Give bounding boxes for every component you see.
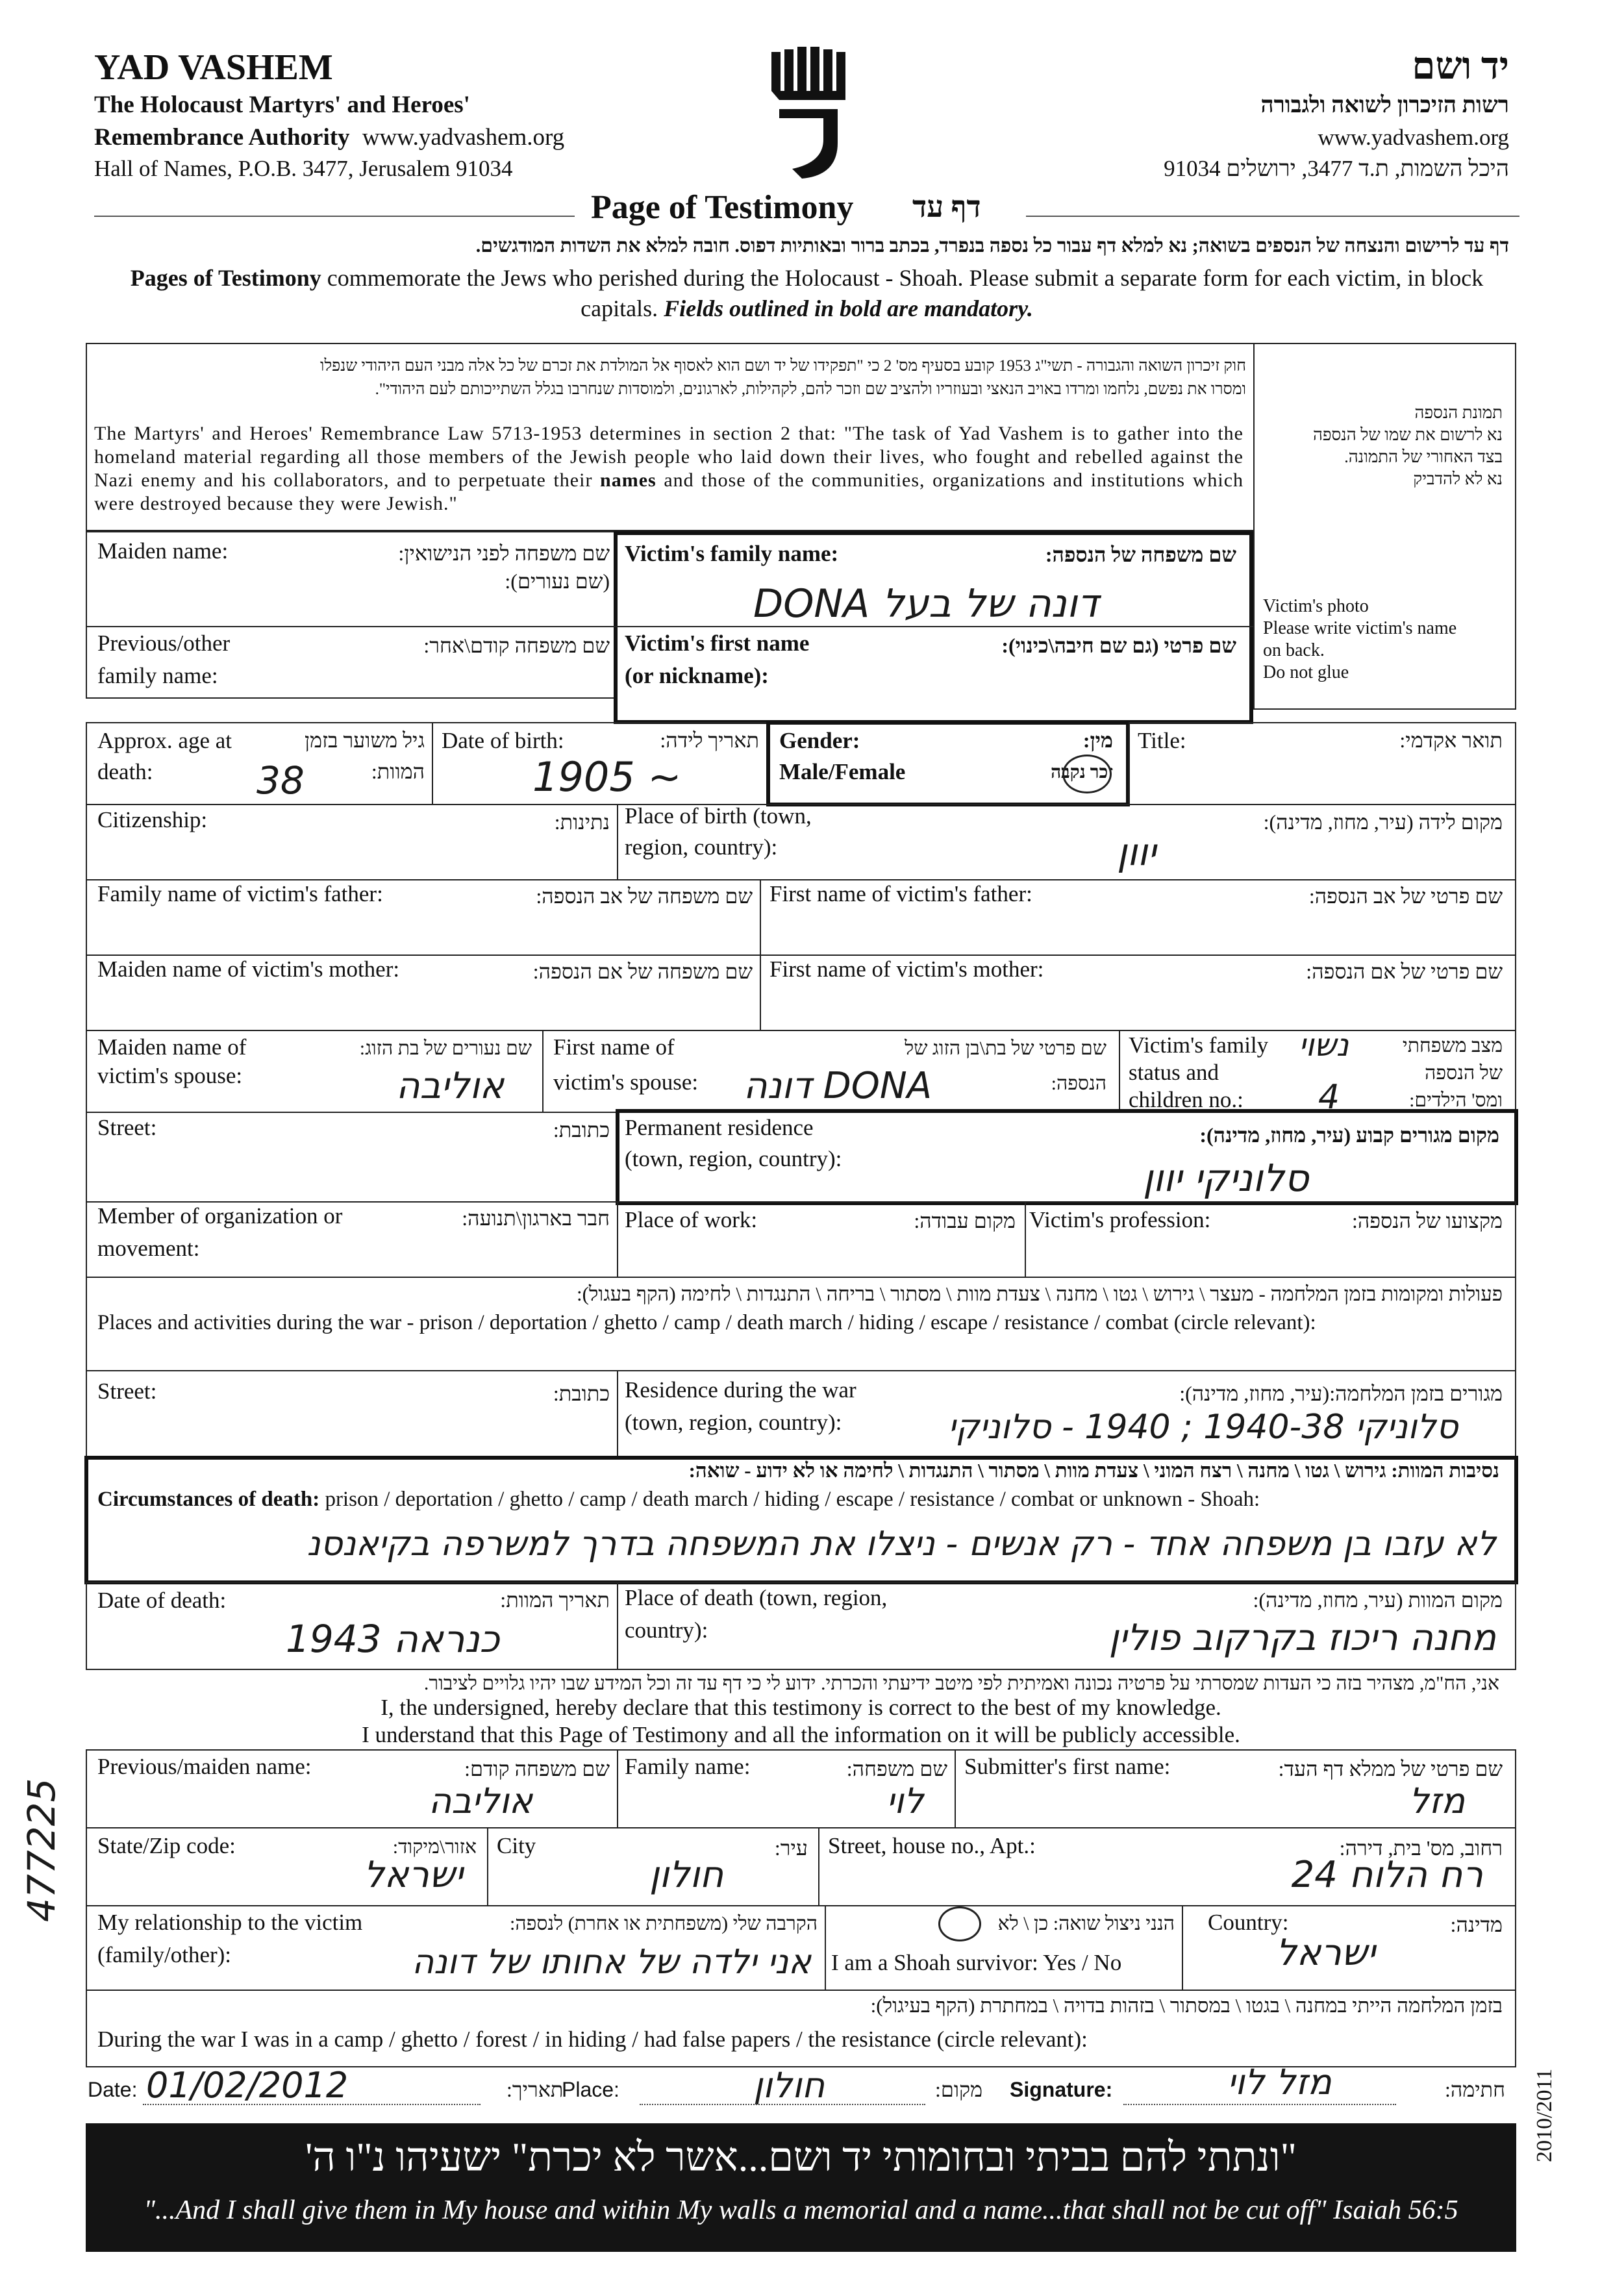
- sub-relation-value[interactable]: אני ילדה של אחותו של דונה: [412, 1943, 811, 1982]
- intro-hebrew: דף עד לרישום והנצחה של הנספים בשואה; נא למלא דף עבור כל נספה בנפרד, בכתב ברור ובאותיות דפוס. חובה למלא את השדות המודגשים.: [475, 235, 1509, 256]
- title-rule-right: [1026, 216, 1519, 217]
- death-place-value[interactable]: מחנה ריכוז בקרקוב פולין: [1108, 1617, 1496, 1659]
- law-english: [94, 422, 1244, 516]
- date-value[interactable]: 01/02/2012: [146, 2065, 349, 2106]
- sub-country-label: Country:: [1208, 1910, 1289, 1935]
- birth-place-value[interactable]: יוון: [1117, 830, 1156, 874]
- gender-label-2: Male/Female: [779, 759, 906, 784]
- family-status-label: Victim's family: [1129, 1032, 1269, 1058]
- sub-prev-heb: שם משפחה קודם:: [464, 1757, 610, 1780]
- street-heb: כתובת:: [553, 1118, 610, 1142]
- citizenship-label: Citizenship:: [97, 807, 208, 832]
- father-first-label: First name of victim's father:: [769, 881, 1032, 906]
- mother-first-label: First name of victim's mother:: [769, 956, 1044, 982]
- photo-heb-2: נא לרשום את שמו של הנספה: [1312, 425, 1503, 444]
- perm-res-value[interactable]: סלוניקי יוון: [1143, 1156, 1309, 1200]
- declaration-en-1: I, the undersigned, hereby declare that this testimony is correct to the best of my knowledge.: [381, 1695, 1221, 1720]
- father-family-label: Family name of victim's father:: [97, 881, 383, 906]
- father-family-heb: שם משפחה של אב הנספה:: [536, 884, 753, 908]
- declaration-en-2: I understand that this Page of Testimony and all the information on it will be publicly accessible.: [362, 1722, 1240, 1747]
- spouse-maiden-value[interactable]: אוליבה: [396, 1065, 505, 1107]
- law-names: names: [600, 469, 656, 491]
- spouse-first-heb-2: הנספה:: [1051, 1073, 1106, 1094]
- father-first-heb: שם פרטי של אב הנספה:: [1308, 884, 1503, 908]
- family-name-heb: שם משפחה של הנספה:: [1045, 543, 1236, 566]
- sub-street-heb: רחוב, מס' בית, דירה:: [1339, 1836, 1503, 1860]
- perm-res-label-2: (town, region, country):: [625, 1146, 842, 1171]
- family-name-label: Victim's family name:: [625, 541, 839, 566]
- sub-zip-heb: אזור\מיקוד:: [392, 1836, 477, 1858]
- mother-maiden-heb: שם משפחה של אם הנספה:: [532, 960, 753, 983]
- sub-family-heb: שם משפחה:: [846, 1757, 947, 1780]
- sub-street-value[interactable]: רח הלוח 24: [1291, 1854, 1483, 1896]
- sub-zip-label: State/Zip code:: [97, 1833, 236, 1858]
- sub-family-label: Family name:: [625, 1754, 751, 1779]
- date-line: [143, 2104, 481, 2105]
- age-heb-2: המוות:: [371, 760, 425, 783]
- family-name-value[interactable]: DONA דונה של בעל: [753, 581, 1099, 627]
- family-status-heb-2: של הנספה: [1425, 1062, 1503, 1084]
- org-subtitle-1: The Holocaust Martyrs' and Heroes': [94, 92, 470, 118]
- death-date-heb: תאריך המוות:: [500, 1588, 610, 1612]
- law-hebrew-2: ומסרו את נפשם, נלחמו ומרדו באויב הנאצי ובעוזריו ולהציב שם וזכר להם, לקהילות, לארגונים, ולמוסדות שנחרבו בגלל השתייכותם לעם היהודי".: [375, 381, 1246, 398]
- gender-circle-mark: [1062, 755, 1112, 793]
- intro-english: [94, 263, 1519, 324]
- name-divider: [614, 626, 1253, 627]
- perm-res-heb: מקום מגורים קבוע (עיר, מחוז, מדינה):: [1199, 1123, 1499, 1147]
- death-circ-value[interactable]: לא עזבו בן משפחה אחד - רק אנשים - ניצלו את המשפחה בדרך למשרפה בקיאנסנ: [306, 1525, 1496, 1564]
- stamp-number: 477225: [19, 1778, 64, 1922]
- spouse-maiden-label: Maiden name of: [97, 1034, 247, 1060]
- law-text: The Martyrs' and Heroes' Remembrance Law 5713-1953 determines in section 2 that: "The task of Yad Vashem is to gather into the homeland material regarding all those members of the Jewish people who laid down their lives, who fought and rebelled against the Nazi enemy and his collaborators, and to perpetuate their: [94, 423, 1244, 491]
- banner-hebrew: "ונתתי להם בביתי ובחומותי יד ושם...אשר לא יכרת" ישעיהו נ"ו ה': [305, 2136, 1297, 2180]
- street-label: Street:: [97, 1115, 157, 1140]
- work-place-label: Place of work:: [625, 1207, 758, 1232]
- dob-value[interactable]: 1905 ~: [532, 753, 682, 801]
- age-label-2: death:: [97, 759, 153, 784]
- photo-heb-3: בצד האחורי של התמונה.: [1344, 447, 1503, 466]
- first-name-label-2: (or nickname):: [625, 663, 769, 688]
- heb-website: www.yadvashem.org: [1318, 125, 1509, 150]
- photo-en-4: Do not glue: [1263, 662, 1349, 682]
- photo-heb-4: נא לא להדביק: [1413, 469, 1503, 488]
- photo-en-2: Please write victim's name: [1263, 618, 1457, 638]
- prev-family-heb: שם משפחה קודם\אחר:: [423, 634, 610, 657]
- age-heb: גיל משוער בזמן: [304, 729, 425, 752]
- war-street-cell[interactable]: [86, 1370, 618, 1458]
- age-value[interactable]: 38: [256, 758, 305, 803]
- death-place-heb: מקום המוות (עיר, מחוז, מדינה):: [1253, 1588, 1503, 1612]
- photo-en-3: on back.: [1263, 640, 1325, 660]
- place-value[interactable]: חולון: [753, 2065, 825, 2106]
- sub-war-place-label: During the war I was in a camp / ghetto / forest / in hiding / had false papers / the resistance (circle relevant):: [97, 2027, 1088, 2052]
- birth-place-heb: מקום לידה (עיר, מחוז, מדינה):: [1263, 810, 1503, 834]
- sub-relation-label-2: (family/other):: [97, 1942, 232, 1967]
- spouse-maiden-label-2: victim's spouse:: [97, 1063, 243, 1088]
- law-text-end: and those of the communities, organizations and institutions which were destroyed because they were Jewish.": [94, 469, 1244, 514]
- place-heb: מקום:: [935, 2078, 983, 2101]
- heb-org-subtitle: רשות הזיכרון לשואה ולגבורה: [1260, 92, 1509, 118]
- signature-line: [1123, 2104, 1396, 2105]
- org-name: YAD VASHEM: [94, 47, 333, 88]
- sub-country-heb: מדינה:: [1450, 1913, 1503, 1936]
- sub-relation-label: My relationship to the victim: [97, 1910, 363, 1935]
- title-label: Title:: [1138, 728, 1186, 753]
- sub-survivor-heb: הנני ניצול שואה: כן \ לא: [997, 1913, 1175, 1934]
- signature-heb: חתימה:: [1445, 2078, 1506, 2101]
- intro-bold: Pages of Testimony: [130, 265, 321, 291]
- sub-family-value[interactable]: לוי: [886, 1780, 924, 1821]
- maiden-name-heb-2: (שם נעורים):: [505, 569, 610, 593]
- spouse-maiden-heb: שם נעורים של בת הזוג:: [359, 1038, 532, 1059]
- perm-res-label: Permanent residence: [625, 1115, 814, 1140]
- war-res-label: Residence during the war: [625, 1377, 856, 1403]
- signature-value[interactable]: מזל לוי: [1227, 2062, 1332, 2103]
- spouse-first-value[interactable]: דונה DONA: [744, 1065, 932, 1107]
- page-title-heb: דף עד: [912, 190, 981, 223]
- profession-heb: מקצועו של הנספה:: [1351, 1209, 1503, 1232]
- sub-survivor-label: I am a Shoah survivor: Yes / No: [831, 1950, 1122, 1975]
- death-place-label-2: country):: [625, 1617, 708, 1643]
- death-date-value[interactable]: 1943 כנראה: [286, 1617, 500, 1661]
- sub-city-value[interactable]: חולון: [649, 1854, 724, 1896]
- death-circ-label: [97, 1487, 1260, 1513]
- gender-heb: מין:: [1082, 729, 1113, 752]
- spouse-first-heb: שם פרטי של בת\בן הזוג של: [905, 1038, 1106, 1059]
- maiden-name-heb: שם משפחה לפני הנישואין:: [398, 542, 610, 565]
- org-authority: Remembrance Authority: [94, 124, 350, 151]
- prev-family-label: Previous/other: [97, 630, 231, 656]
- dob-heb: תאריך לידה:: [660, 729, 759, 752]
- title-rule-left: [94, 216, 575, 217]
- sub-war-place-heb: בזמן המלחמה הייתי במחנה \ בגטו \ במסתור \ בזהות בדויה \ במחתרת (הקף בעיגול):: [870, 1994, 1503, 2017]
- intro-mandatory: Fields outlined in bold are mandatory.: [664, 295, 1033, 321]
- death-circ-label-bold: Circumstances of death:: [97, 1488, 320, 1511]
- war-res-label-2: (town, region, country):: [625, 1410, 842, 1435]
- intro-text: commemorate the Jews who perished during the Holocaust - Shoah. Please submit a separate form for each victim, in block capitals.: [321, 265, 1484, 321]
- first-name-label: Victim's first name: [625, 630, 810, 656]
- photo-heb-1: תמונת הנספה: [1414, 403, 1503, 422]
- war-res-heb: מגורים בזמן המלחמה:(עיר, מחוז, מדינה):: [1179, 1382, 1503, 1405]
- war-street-label: Street:: [97, 1379, 157, 1404]
- sub-first-value[interactable]: מזל: [1409, 1780, 1466, 1821]
- war-activities-heb: פעולות ומקומות בזמן המלחמה - מעצר \ גירוש \ גטו \ מחנה \ צעדת מוות \ מסתור \ בריחה \ התנגדות \ לחימה (הקף בעגול):: [577, 1282, 1503, 1305]
- war-street-heb: כתובת:: [553, 1382, 610, 1405]
- citizenship-heb: נתינות:: [554, 810, 610, 834]
- street-cell[interactable]: [86, 1112, 618, 1203]
- title-heb: תואר אקדמי:: [1399, 729, 1503, 752]
- org-address: Hall of Names, P.O.B. 3477, Jerusalem 91034: [94, 156, 513, 181]
- family-status-heb: מצב משפחתי: [1402, 1035, 1503, 1056]
- sub-prev-value[interactable]: אוליבה: [429, 1780, 533, 1821]
- yad-vashem-logo: [766, 45, 857, 182]
- sub-first-label: Submitter's first name:: [964, 1754, 1171, 1779]
- survivor-circle-mark: [938, 1906, 981, 1941]
- maiden-name-label: Maiden name:: [97, 538, 229, 564]
- birth-place-label: Place of birth (town,: [625, 803, 812, 829]
- spouse-first-label-2: victim's spouse:: [553, 1069, 699, 1095]
- member-label: Member of organization or: [97, 1203, 343, 1229]
- first-name-heb: שם פרטי (גם שם חיבה\כינוי):: [1001, 634, 1236, 657]
- banner-english: "...And I shall give them in My house and within My walls a memorial and a name...that shall not be cut off" Isaiah 56:5: [144, 2195, 1458, 2225]
- sub-city-label: City: [497, 1833, 536, 1858]
- signature-label: Signature:: [1010, 2078, 1113, 2101]
- gender-label: Gender:: [779, 728, 860, 753]
- heb-org-name: יד ושם: [1412, 45, 1509, 87]
- page-title: Page of Testimony: [591, 189, 854, 226]
- sub-prev-label: Previous/maiden name:: [97, 1754, 312, 1779]
- org-website: www.yadvashem.org: [362, 124, 565, 151]
- form-version: 2010/2011: [1532, 2068, 1556, 2162]
- family-status-value[interactable]: נשוי: [1299, 1027, 1349, 1064]
- death-place-label: Place of death (town, region,: [625, 1585, 888, 1610]
- mother-first-heb: שם פרטי של אם הנספה:: [1306, 960, 1503, 983]
- family-status-label-3: children no.:: [1129, 1087, 1244, 1112]
- photo-en-1: Victim's photo: [1263, 596, 1369, 616]
- sub-country-value[interactable]: ישראל: [1276, 1932, 1376, 1974]
- heb-address: היכל השמות, ת.ד 3477, ירושלים 91034: [1164, 156, 1509, 181]
- place-line: [640, 2104, 925, 2105]
- mother-maiden-label: Maiden name of victim's mother:: [97, 956, 400, 982]
- work-place-heb: מקום עבודה:: [914, 1209, 1016, 1232]
- sub-first-heb: שם פרטי של ממלא דף העד:: [1278, 1757, 1503, 1780]
- birth-place-label-2: region, country):: [625, 834, 778, 860]
- death-circ-label-text: prison / deportation / ghetto / camp / death march / hiding / escape / resistance / combat or unknown - Shoah:: [319, 1488, 1260, 1511]
- spouse-first-label: First name of: [553, 1034, 675, 1060]
- age-label: Approx. age at: [97, 728, 232, 753]
- death-circ-heb: נסיבות המוות: גירוש \ גטו \ מחנה \ רצח המוני \ צעדת מוות \ מסתור \ התנגדות \ לחימה או לא ידוע - שואה:: [688, 1459, 1499, 1482]
- sub-zip-value[interactable]: ישראל: [364, 1854, 464, 1896]
- family-status-heb-3: ומס' הילדים:: [1409, 1090, 1503, 1111]
- profession-label: Victim's profession:: [1029, 1207, 1211, 1232]
- declaration-heb: אני, הח"מ, מצהיר בזה כי העדות שמסרתי על פרטיה נכונה ואמיתית לפי מיטב ידיעתי והכרתי. ידוע לי כי דף עד זה וכל המידע שבו יהיו גלויים לציבור.: [423, 1673, 1499, 1694]
- war-activities-label: Places and activities during the war - prison / deportation / ghetto / camp / death march / hiding / escape / resistance / combat (circle relevant):: [97, 1311, 1316, 1334]
- place-label: Place:: [562, 2078, 619, 2101]
- member-heb: חבר בארגון\תנועה:: [462, 1206, 610, 1230]
- prev-family-label-2: family name:: [97, 663, 218, 688]
- war-res-value[interactable]: סלוניקי 1940-38 ; 1940 - סלוניקי: [948, 1408, 1458, 1447]
- member-label-2: movement:: [97, 1236, 200, 1261]
- org-subtitle-2: [94, 123, 564, 151]
- law-hebrew-1: חוק זיכרון השואה והגבורה - תשי"ג 1953 קובע בסעיף מס' 2 כי "תפקידו של יד ושם הוא לאסוף אל המולדת את זכרם של כל אלה מבני העם היהודי שנפלו: [320, 357, 1246, 375]
- children-number-value[interactable]: 4: [1318, 1078, 1340, 1117]
- death-date-label: Date of death:: [97, 1588, 227, 1613]
- sub-city-heb: עיר:: [774, 1836, 808, 1860]
- family-status-label-2: status and: [1129, 1060, 1219, 1085]
- date-heb: תאריך:: [506, 2078, 564, 2101]
- sub-relation-heb: הקרבה שלי (משפחתית או אחרת) לנספה:: [510, 1913, 818, 1934]
- date-label: Date:: [88, 2078, 138, 2101]
- gender-heb-2: זכר נקבה: [1051, 762, 1113, 782]
- sub-street-label: Street, house no., Apt.:: [828, 1833, 1036, 1858]
- dob-label: Date of birth:: [442, 728, 564, 753]
